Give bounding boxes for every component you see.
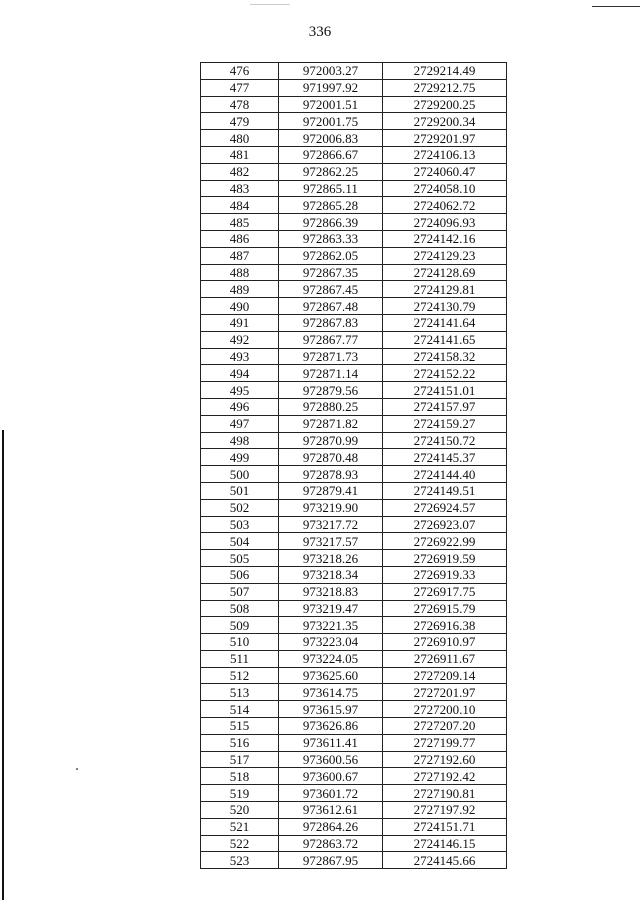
table-row: [201, 802, 507, 819]
y-coordinate-cell: 2724144.40: [383, 466, 507, 483]
y-coordinate-cell: 2727200.10: [383, 701, 507, 718]
x-coordinate-cell: 973217.72: [279, 516, 383, 533]
x-coordinate-cell: 973600.56: [279, 751, 383, 768]
x-coordinate-cell: 973601.72: [279, 785, 383, 802]
point-number-cell: 517: [201, 751, 279, 768]
x-coordinate-cell: 972001.75: [279, 113, 383, 130]
x-coordinate-cell: 972871.82: [279, 415, 383, 432]
table-row: [201, 566, 507, 583]
x-coordinate-cell: 973218.34: [279, 566, 383, 583]
y-coordinate-cell: 2724130.79: [383, 298, 507, 315]
point-number-cell: 512: [201, 667, 279, 684]
table-row: [201, 314, 507, 331]
table-row: [201, 818, 507, 835]
x-coordinate-cell: 973221.35: [279, 617, 383, 634]
y-coordinate-cell: 2729201.97: [383, 130, 507, 147]
table-row: [201, 163, 507, 180]
point-number-cell: 482: [201, 163, 279, 180]
point-number-cell: 485: [201, 214, 279, 231]
y-coordinate-cell: 2726924.57: [383, 499, 507, 516]
x-coordinate-cell: 973224.05: [279, 650, 383, 667]
x-coordinate-cell: 973626.86: [279, 718, 383, 735]
point-number-cell: 488: [201, 264, 279, 281]
y-coordinate-cell: 2729200.34: [383, 113, 507, 130]
table-row: [201, 466, 507, 483]
x-coordinate-cell: 973625.60: [279, 667, 383, 684]
x-coordinate-cell: 973223.04: [279, 634, 383, 651]
point-number-cell: 490: [201, 298, 279, 315]
y-coordinate-cell: 2724145.37: [383, 449, 507, 466]
point-number-cell: 478: [201, 96, 279, 113]
table-row: [201, 734, 507, 751]
point-number-cell: 493: [201, 348, 279, 365]
coordinates-table-body: [201, 63, 507, 869]
x-coordinate-cell: 972880.25: [279, 398, 383, 415]
x-coordinate-cell: 972870.48: [279, 449, 383, 466]
y-coordinate-cell: 2727192.60: [383, 751, 507, 768]
x-coordinate-cell: 973218.26: [279, 550, 383, 567]
y-coordinate-cell: 2726916.38: [383, 617, 507, 634]
point-number-cell: 520: [201, 802, 279, 819]
table-row: [201, 533, 507, 550]
y-coordinate-cell: 2724150.72: [383, 432, 507, 449]
y-coordinate-cell: 2724145.66: [383, 852, 507, 869]
x-coordinate-cell: 973615.97: [279, 701, 383, 718]
y-coordinate-cell: 2724106.13: [383, 146, 507, 163]
table-row: [201, 785, 507, 802]
x-coordinate-cell: 972867.83: [279, 314, 383, 331]
y-coordinate-cell: 2727199.77: [383, 734, 507, 751]
table-row: [201, 650, 507, 667]
point-number-cell: 484: [201, 197, 279, 214]
point-number-cell: 506: [201, 566, 279, 583]
x-coordinate-cell: 973218.83: [279, 583, 383, 600]
table-row: [201, 331, 507, 348]
x-coordinate-cell: 972878.93: [279, 466, 383, 483]
y-coordinate-cell: 2727201.97: [383, 684, 507, 701]
table-row: [201, 348, 507, 365]
point-number-cell: 499: [201, 449, 279, 466]
point-number-cell: 523: [201, 852, 279, 869]
point-number-cell: 486: [201, 230, 279, 247]
point-number-cell: 491: [201, 314, 279, 331]
point-number-cell: 501: [201, 482, 279, 499]
x-coordinate-cell: 972871.14: [279, 365, 383, 382]
table-row: [201, 550, 507, 567]
y-coordinate-cell: 2726919.33: [383, 566, 507, 583]
point-number-cell: 513: [201, 684, 279, 701]
table-row: [201, 684, 507, 701]
y-coordinate-cell: 2727209.14: [383, 667, 507, 684]
x-coordinate-cell: 972867.77: [279, 331, 383, 348]
x-coordinate-cell: 972862.25: [279, 163, 383, 180]
point-number-cell: 497: [201, 415, 279, 432]
point-number-cell: 516: [201, 734, 279, 751]
table-row: [201, 365, 507, 382]
y-coordinate-cell: 2724128.69: [383, 264, 507, 281]
table-row: [201, 482, 507, 499]
point-number-cell: 483: [201, 180, 279, 197]
table-row: [201, 96, 507, 113]
y-coordinate-cell: 2726915.79: [383, 600, 507, 617]
table-row: [201, 701, 507, 718]
point-number-cell: 510: [201, 634, 279, 651]
y-coordinate-cell: 2724058.10: [383, 180, 507, 197]
coordinates-table: [200, 62, 507, 869]
table-row: [201, 180, 507, 197]
y-coordinate-cell: 2724149.51: [383, 482, 507, 499]
table-row: [201, 516, 507, 533]
page-number: 336: [308, 24, 332, 40]
y-coordinate-cell: 2724151.71: [383, 818, 507, 835]
y-coordinate-cell: 2726919.59: [383, 550, 507, 567]
point-number-cell: 481: [201, 146, 279, 163]
y-coordinate-cell: 2727207.20: [383, 718, 507, 735]
table-row: [201, 499, 507, 516]
point-number-cell: 495: [201, 382, 279, 399]
y-coordinate-cell: 2727190.81: [383, 785, 507, 802]
point-number-cell: 518: [201, 768, 279, 785]
point-number-cell: 503: [201, 516, 279, 533]
point-number-cell: 492: [201, 331, 279, 348]
table-row: [201, 852, 507, 869]
y-coordinate-cell: 2724158.32: [383, 348, 507, 365]
table-row: [201, 63, 507, 80]
y-coordinate-cell: 2724142.16: [383, 230, 507, 247]
table-row: [201, 398, 507, 415]
point-number-cell: 504: [201, 533, 279, 550]
table-row: [201, 247, 507, 264]
y-coordinate-cell: 2724152.22: [383, 365, 507, 382]
table-row: [201, 583, 507, 600]
table-row: [201, 298, 507, 315]
x-coordinate-cell: 972865.28: [279, 197, 383, 214]
point-number-cell: 515: [201, 718, 279, 735]
y-coordinate-cell: 2724157.97: [383, 398, 507, 415]
scan-margin-bar: [2, 430, 4, 900]
y-coordinate-cell: 2726911.67: [383, 650, 507, 667]
table-row: [201, 230, 507, 247]
table-row: [201, 113, 507, 130]
y-coordinate-cell: 2726910.97: [383, 634, 507, 651]
table-row: [201, 835, 507, 852]
y-coordinate-cell: 2726923.07: [383, 516, 507, 533]
table-row: [201, 667, 507, 684]
y-coordinate-cell: 2726917.75: [383, 583, 507, 600]
point-number-cell: 519: [201, 785, 279, 802]
table-row: [201, 634, 507, 651]
point-number-cell: 508: [201, 600, 279, 617]
y-coordinate-cell: 2724151.01: [383, 382, 507, 399]
point-number-cell: 505: [201, 550, 279, 567]
table-row: [201, 600, 507, 617]
x-coordinate-cell: 972879.41: [279, 482, 383, 499]
table-row: [201, 718, 507, 735]
x-coordinate-cell: 973219.90: [279, 499, 383, 516]
point-number-cell: 498: [201, 432, 279, 449]
y-coordinate-cell: 2729200.25: [383, 96, 507, 113]
point-number-cell: 507: [201, 583, 279, 600]
point-number-cell: 477: [201, 79, 279, 96]
x-coordinate-cell: 972865.11: [279, 180, 383, 197]
y-coordinate-cell: 2724141.65: [383, 331, 507, 348]
y-coordinate-cell: 2729212.75: [383, 79, 507, 96]
top-right-rule: [592, 6, 640, 7]
x-coordinate-cell: 972867.48: [279, 298, 383, 315]
table-row: [201, 768, 507, 785]
y-coordinate-cell: 2727192.42: [383, 768, 507, 785]
point-number-cell: 496: [201, 398, 279, 415]
point-number-cell: 487: [201, 247, 279, 264]
point-number-cell: 479: [201, 113, 279, 130]
x-coordinate-cell: 972003.27: [279, 63, 383, 80]
table-row: [201, 197, 507, 214]
y-coordinate-cell: 2724060.47: [383, 163, 507, 180]
table-row: [201, 751, 507, 768]
x-coordinate-cell: 972866.67: [279, 146, 383, 163]
x-coordinate-cell: 973611.41: [279, 734, 383, 751]
x-coordinate-cell: 973600.67: [279, 768, 383, 785]
y-coordinate-cell: 2727197.92: [383, 802, 507, 819]
x-coordinate-cell: 972862.05: [279, 247, 383, 264]
point-number-cell: 489: [201, 281, 279, 298]
table-row: [201, 214, 507, 231]
point-number-cell: 511: [201, 650, 279, 667]
y-coordinate-cell: 2724096.93: [383, 214, 507, 231]
scan-noise: [250, 4, 290, 5]
table-row: [201, 432, 507, 449]
point-number-cell: 494: [201, 365, 279, 382]
table-row: [201, 130, 507, 147]
y-coordinate-cell: 2726922.99: [383, 533, 507, 550]
x-coordinate-cell: 972870.99: [279, 432, 383, 449]
point-number-cell: 476: [201, 63, 279, 80]
x-coordinate-cell: 972867.35: [279, 264, 383, 281]
y-coordinate-cell: 2724146.15: [383, 835, 507, 852]
table-row: [201, 264, 507, 281]
y-coordinate-cell: 2724141.64: [383, 314, 507, 331]
y-coordinate-cell: 2724062.72: [383, 197, 507, 214]
x-coordinate-cell: 972867.45: [279, 281, 383, 298]
x-coordinate-cell: 973614.75: [279, 684, 383, 701]
table-row: [201, 146, 507, 163]
x-coordinate-cell: 971997.92: [279, 79, 383, 96]
point-number-cell: 500: [201, 466, 279, 483]
x-coordinate-cell: 972871.73: [279, 348, 383, 365]
point-number-cell: 502: [201, 499, 279, 516]
y-coordinate-cell: 2724129.23: [383, 247, 507, 264]
y-coordinate-cell: 2724159.27: [383, 415, 507, 432]
x-coordinate-cell: 972006.83: [279, 130, 383, 147]
x-coordinate-cell: 972001.51: [279, 96, 383, 113]
x-coordinate-cell: 972867.95: [279, 852, 383, 869]
y-coordinate-cell: 2724129.81: [383, 281, 507, 298]
table-row: [201, 382, 507, 399]
y-coordinate-cell: 2729214.49: [383, 63, 507, 80]
table-row: [201, 415, 507, 432]
table-row: [201, 449, 507, 466]
x-coordinate-cell: 973219.47: [279, 600, 383, 617]
scan-speck: [76, 768, 78, 770]
x-coordinate-cell: 972879.56: [279, 382, 383, 399]
table-row: [201, 281, 507, 298]
point-number-cell: 509: [201, 617, 279, 634]
table-row: [201, 617, 507, 634]
point-number-cell: 522: [201, 835, 279, 852]
x-coordinate-cell: 972866.39: [279, 214, 383, 231]
point-number-cell: 514: [201, 701, 279, 718]
point-number-cell: 480: [201, 130, 279, 147]
x-coordinate-cell: 972863.33: [279, 230, 383, 247]
table-row: [201, 79, 507, 96]
point-number-cell: 521: [201, 818, 279, 835]
x-coordinate-cell: 972864.26: [279, 818, 383, 835]
x-coordinate-cell: 972863.72: [279, 835, 383, 852]
x-coordinate-cell: 973612.61: [279, 802, 383, 819]
x-coordinate-cell: 973217.57: [279, 533, 383, 550]
